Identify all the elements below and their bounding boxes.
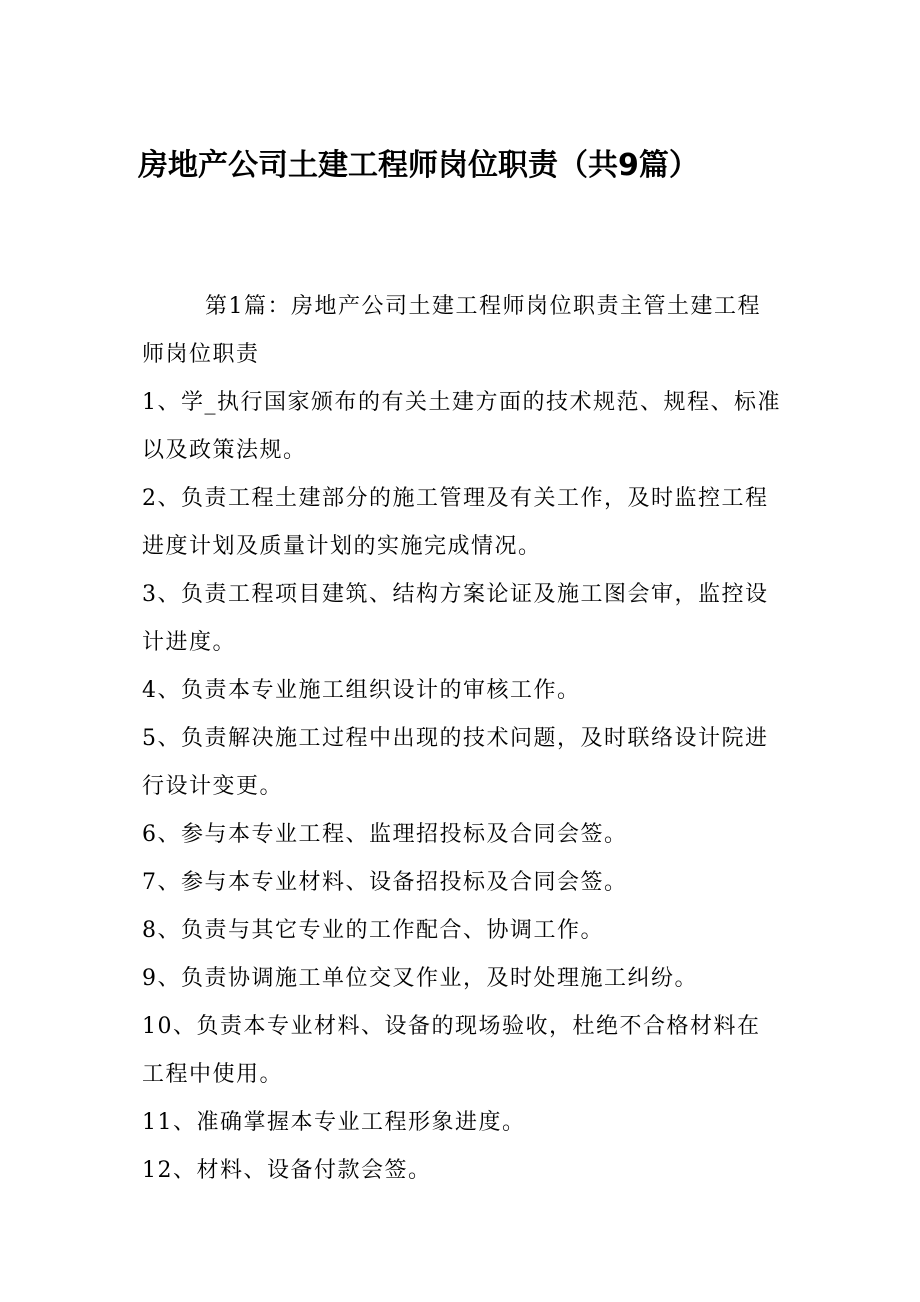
duty-item-12: 12、材料、设备付款会签。	[142, 1158, 432, 1183]
duty-item-9: 9、负责协调施工单位交叉作业，及时处理施工纠纷。	[142, 966, 698, 991]
duty-item-1: 1、学_执行国家颁布的有关土建方面的技术规范、规程、标准以及政策法规。	[142, 390, 781, 463]
duty-item-4: 4、负责本专业施工组织设计的审核工作。	[142, 678, 581, 703]
duty-item-5: 5、负责解决施工过程中出现的技术问题，及时联络设计院进行设计变更。	[142, 726, 769, 799]
duty-item-3: 3、负责工程项目建筑、结构方案论证及施工图会审，监控设计进度。	[142, 582, 769, 655]
section-heading-paragraph: 第1篇：房地产公司土建工程师岗位职责主管土建工程师岗位职责	[142, 294, 761, 367]
duty-item-8: 8、负责与其它专业的工作配合、协调工作。	[142, 918, 604, 943]
duty-item-2: 2、负责工程土建部分的施工管理及有关工作，及时监控工程进度计划及质量计划的实施完成情况。	[142, 486, 769, 559]
document-title: 房地产公司土建工程师岗位职责（共9篇）	[138, 148, 699, 183]
duty-item-11: 11、准确掌握本专业工程形象进度。	[142, 1110, 526, 1135]
document-body	[142, 283, 782, 1195]
duty-item-10: 10、负责本专业材料、设备的现场验收，杜绝不合格材料在工程中使用。	[142, 1014, 761, 1087]
duty-item-6: 6、参与本专业工程、监理招投标及合同会签。	[142, 822, 628, 847]
duty-item-7: 7、参与本专业材料、设备招投标及合同会签。	[142, 870, 628, 895]
